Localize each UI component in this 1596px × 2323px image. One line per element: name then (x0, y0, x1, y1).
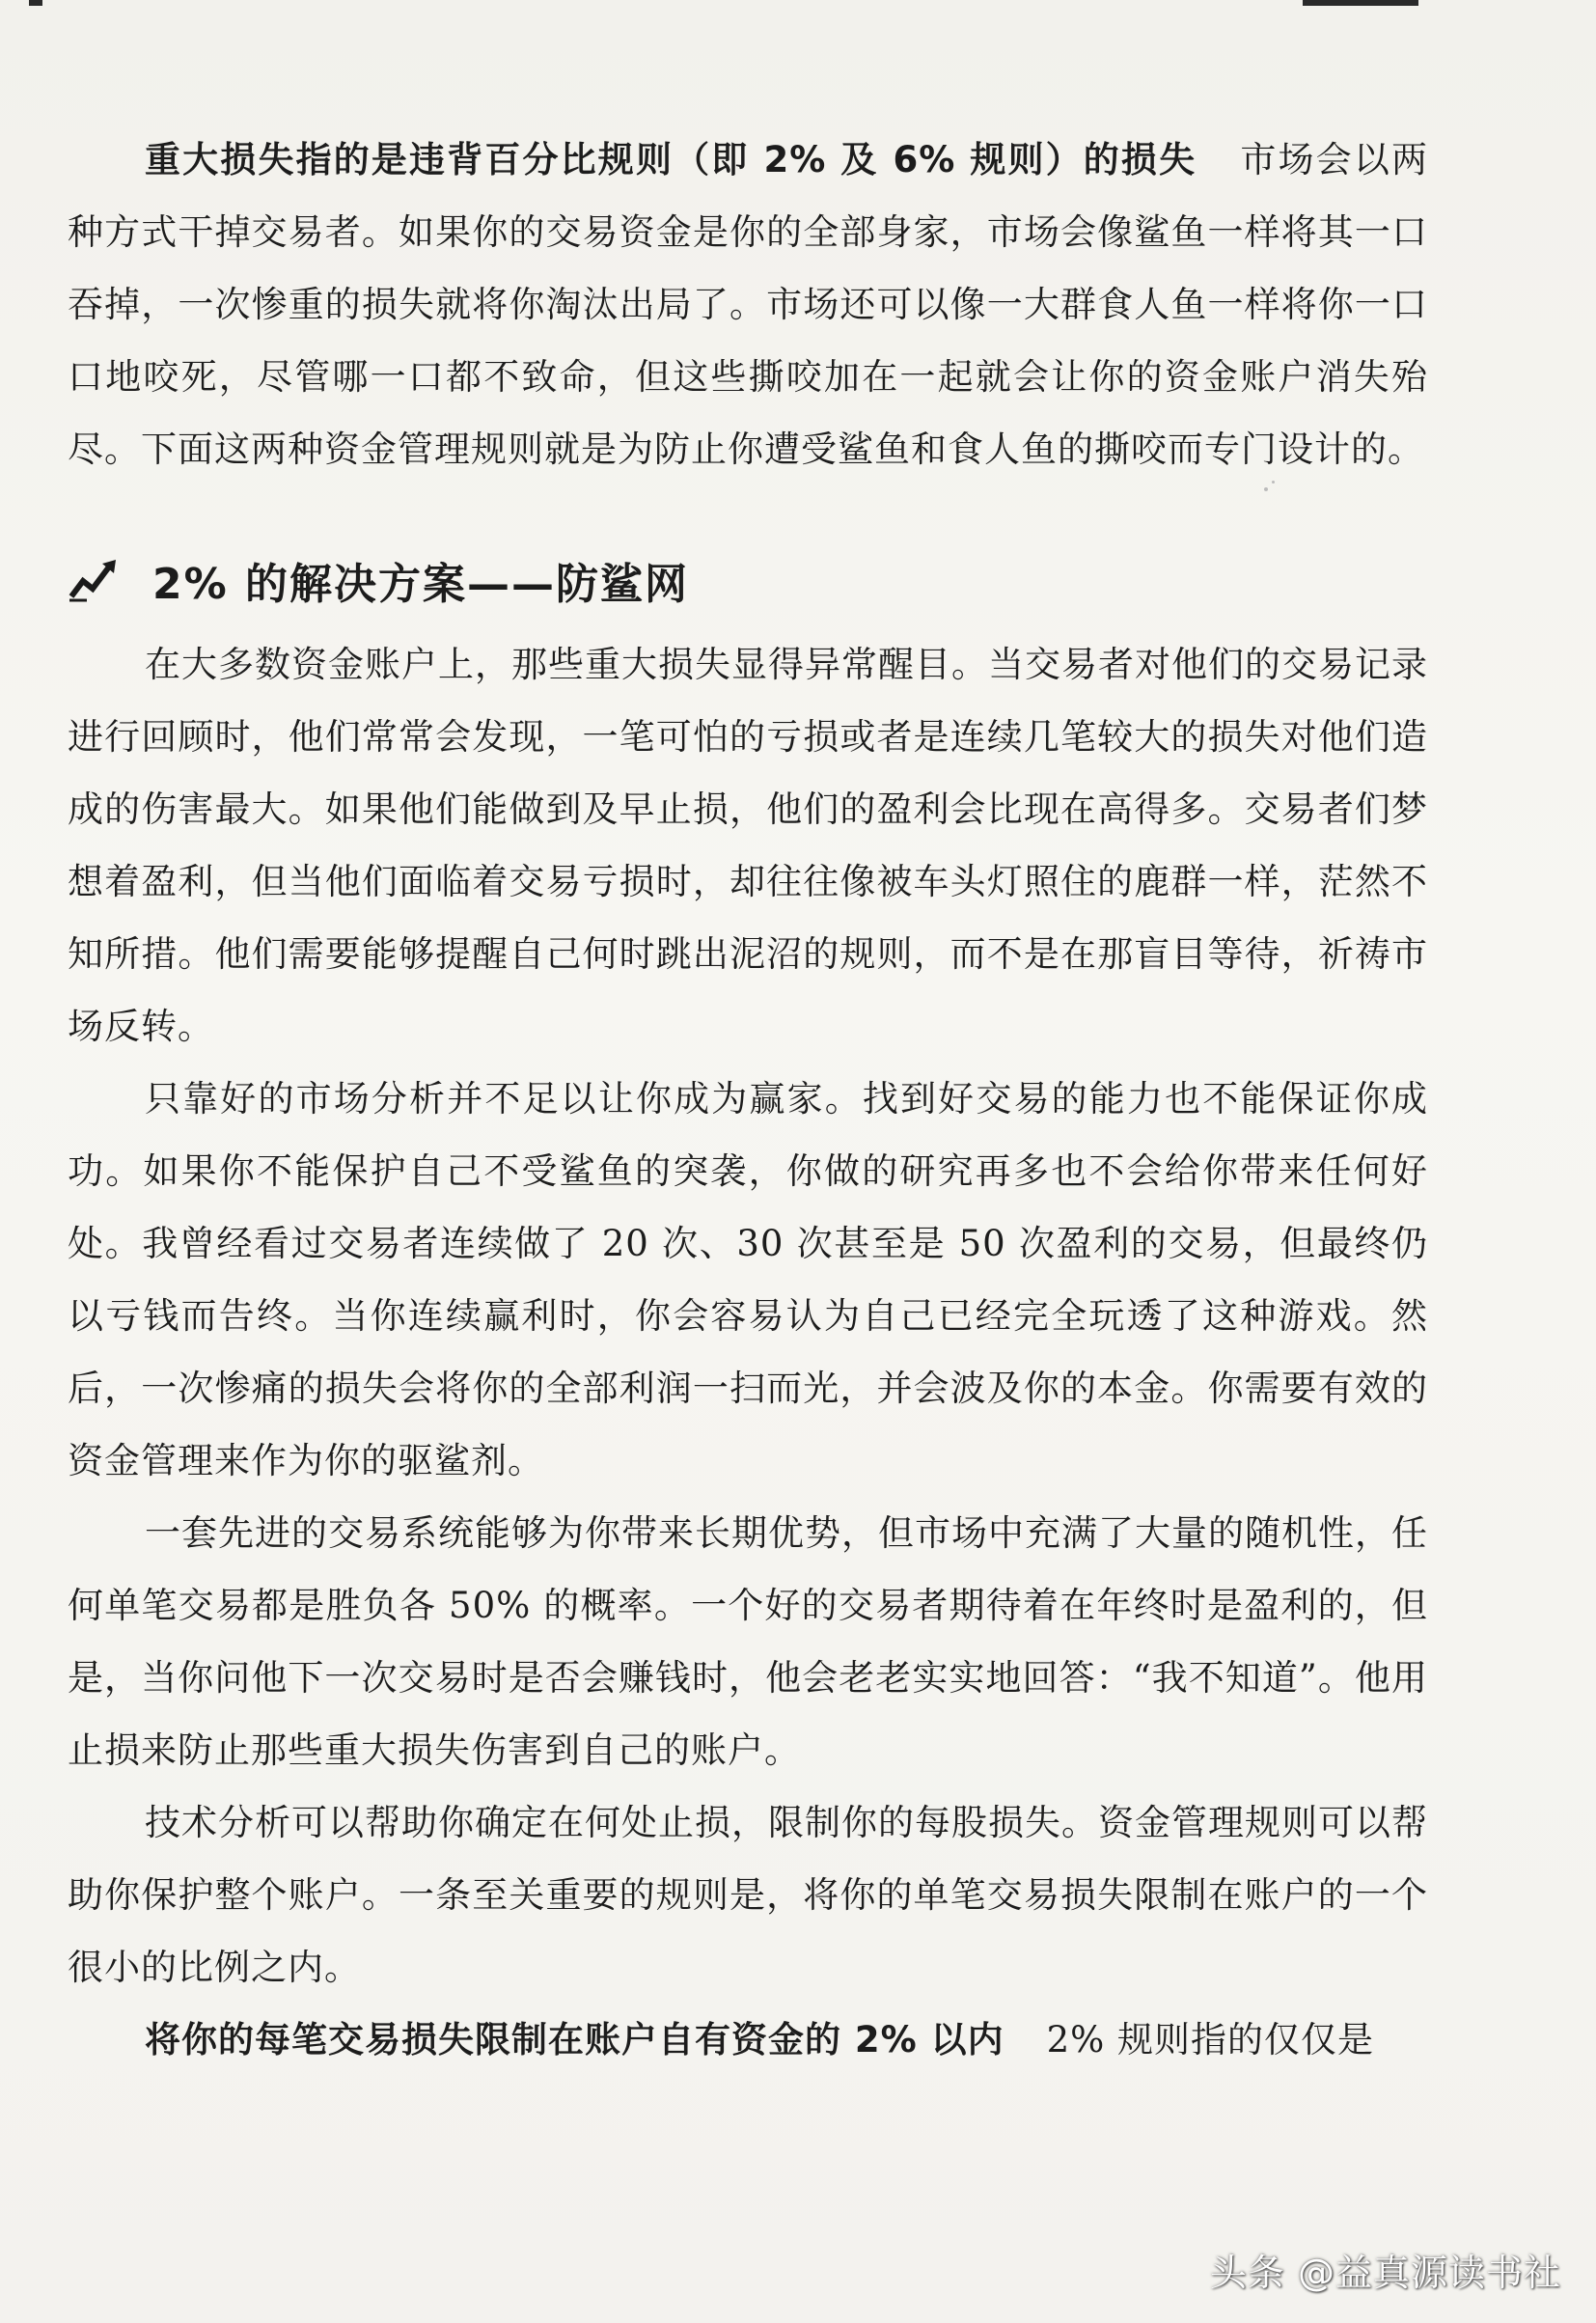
paragraph-lead-bold: 将你的每笔交易损失限制在账户自有资金的 2% 以内 (145, 2019, 1004, 2060)
body-paragraph: 一套先进的交易系统能够为你带来长期优势，但市场中充满了大量的随机性，任何单笔交易都是胜负各 50% 的概率。一个好的交易者期待着在年终时是盈利的，但是，当你问他下一次交易时是否会赚钱时，他会老老实实地回答：“我不知道”。他用止损来防止那些重大损失伤害到自己的账户。 (68, 1512, 1428, 1771)
paragraph-body: 2% 规则指的仅仅是 (1046, 2019, 1375, 2060)
section-heading (68, 541, 1428, 619)
paragraph-lead-bold: 重大损失指的是违背百分比规则（即 2% 及 6% 规则）的损失 (145, 139, 1197, 180)
header-rule-right (1303, 0, 1418, 6)
paragraph-two-percent-rule (68, 2004, 1428, 2076)
body-paragraph: 技术分析可以帮助你确定在何处止损，限制你的每股损失。资金管理规则可以帮助你保护整个账户。一条至关重要的规则是，将你的单笔交易损失限制在账户的一个很小的比例之内。 (68, 1802, 1428, 1988)
body-paragraph: 在大多数资金账户上，那些重大损失显得异常醒目。当交易者对他们的交易记录进行回顾时，他们常常会发现，一笔可怕的亏损或者是连续几笔较大的损失对他们造成的伤害最大。如果他们能做到及早止损，他们的盈利会比现在高得多。交易者们梦想着盈利，但当他们面临着交易亏损时，却往往像被车头灯照住的鹿群一样，茫然不知所措。他们需要能够提醒自己何时跳出泥沼的规则，而不是在那盲目等待，祈祷市场反转。 (68, 644, 1428, 1047)
header-rule-left (29, 0, 42, 6)
source-watermark: 头条 @益真源读书社 (1209, 2252, 1561, 2294)
body-paragraph: 只靠好的市场分析并不足以让你成为赢家。找到好交易的能力也不能保证你成功。如果你不能保护自己不受鲨鱼的突袭，你做的研究再多也不会给你带来任何好处。我曾经看过交易者连续做了 20 次、30 次甚至是 50 次盈利的交易，但最终仍以亏钱而告终。当你连续赢利时，你会容易认为自己已经完全玩透了这种游戏。然后，一次惨痛的损失会将你的全部利润一扫而光，并会波及你的本金。你需要有效的资金管理来作为你的驱鲨剂。 (68, 1078, 1428, 1481)
paragraph-body: 市场会以两种方式干掉交易者。如果你的交易资金是你的全部身家，市场会像鲨鱼一样将其一口吞掉，一次惨重的损失就将你淘汰出局了。市场还可以像一大群食人鱼一样将你一口口地咬死，尽管哪一口都不致命，但这些撕咬加在一起就会让你的资金账户消失殆尽。下面这两种资金管理规则就是为防止你遭受鲨鱼和食人鱼的撕咬而专门设计的。 (68, 139, 1428, 470)
page-content (68, 124, 1428, 2076)
chart-icon (68, 558, 120, 602)
paragraph-major-losses (68, 124, 1428, 485)
section-title: 2% 的解决方案——防鲨网 (152, 560, 690, 609)
